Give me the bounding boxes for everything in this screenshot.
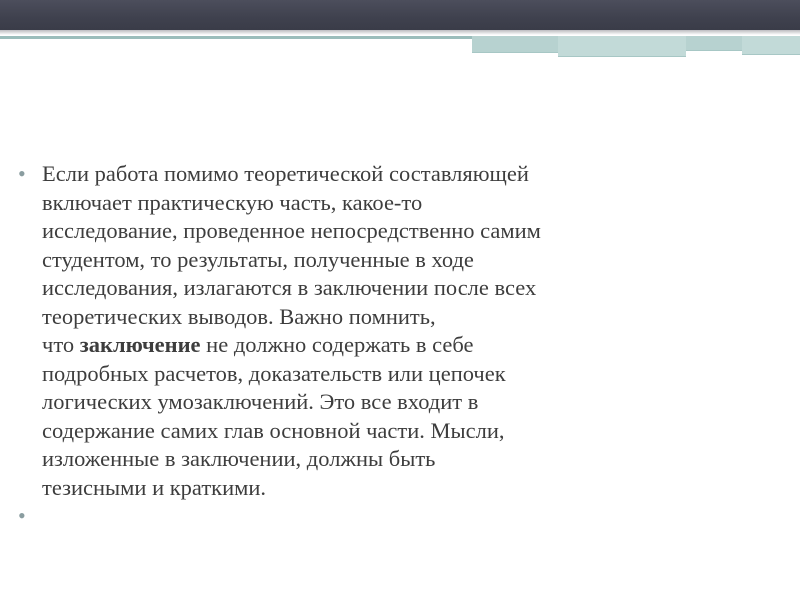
bullet-icon: • (18, 161, 26, 186)
body-text-line: исследования, излагаются в заключении после всех (42, 275, 537, 300)
bullet-item-empty (18, 502, 782, 532)
slide-body (18, 160, 782, 532)
top-bar-shadow (0, 30, 800, 35)
body-text-line: теоретических выводов. Важно помнить, (42, 303, 436, 329)
accent-block (742, 36, 800, 55)
body-text-line: включает практическую часть, какое-то (42, 189, 423, 215)
body-text-line: изложенные в заключении, должны быть (42, 446, 436, 471)
accent-block (558, 36, 686, 57)
accent-block (472, 36, 558, 53)
top-bar (0, 0, 800, 30)
bullet-icon: • (18, 503, 26, 528)
body-text-prefix: что (42, 332, 80, 357)
accent-block (686, 36, 742, 51)
body-text-line: исследование, проведенное непосредственно самим (42, 218, 541, 243)
bullet-item (18, 160, 782, 502)
body-text-line: студентом, то результаты, полученные в ходе (42, 246, 474, 272)
body-text-line: подробных расчетов, доказательств или цепочек (42, 360, 506, 386)
body-text-line: логических умозаключений. Это все входит в (42, 389, 479, 414)
body-text-line: Если работа помимо теоретической составляющей (42, 161, 529, 186)
emphasized-term: заключение (79, 332, 201, 357)
body-text-suffix: не должно содержать в себе (200, 332, 474, 357)
body-text-line: тезисными и краткими. (42, 474, 267, 500)
body-text-line: содержание самих глав основной части. Мысли, (42, 417, 505, 443)
body-text-line (42, 331, 782, 360)
